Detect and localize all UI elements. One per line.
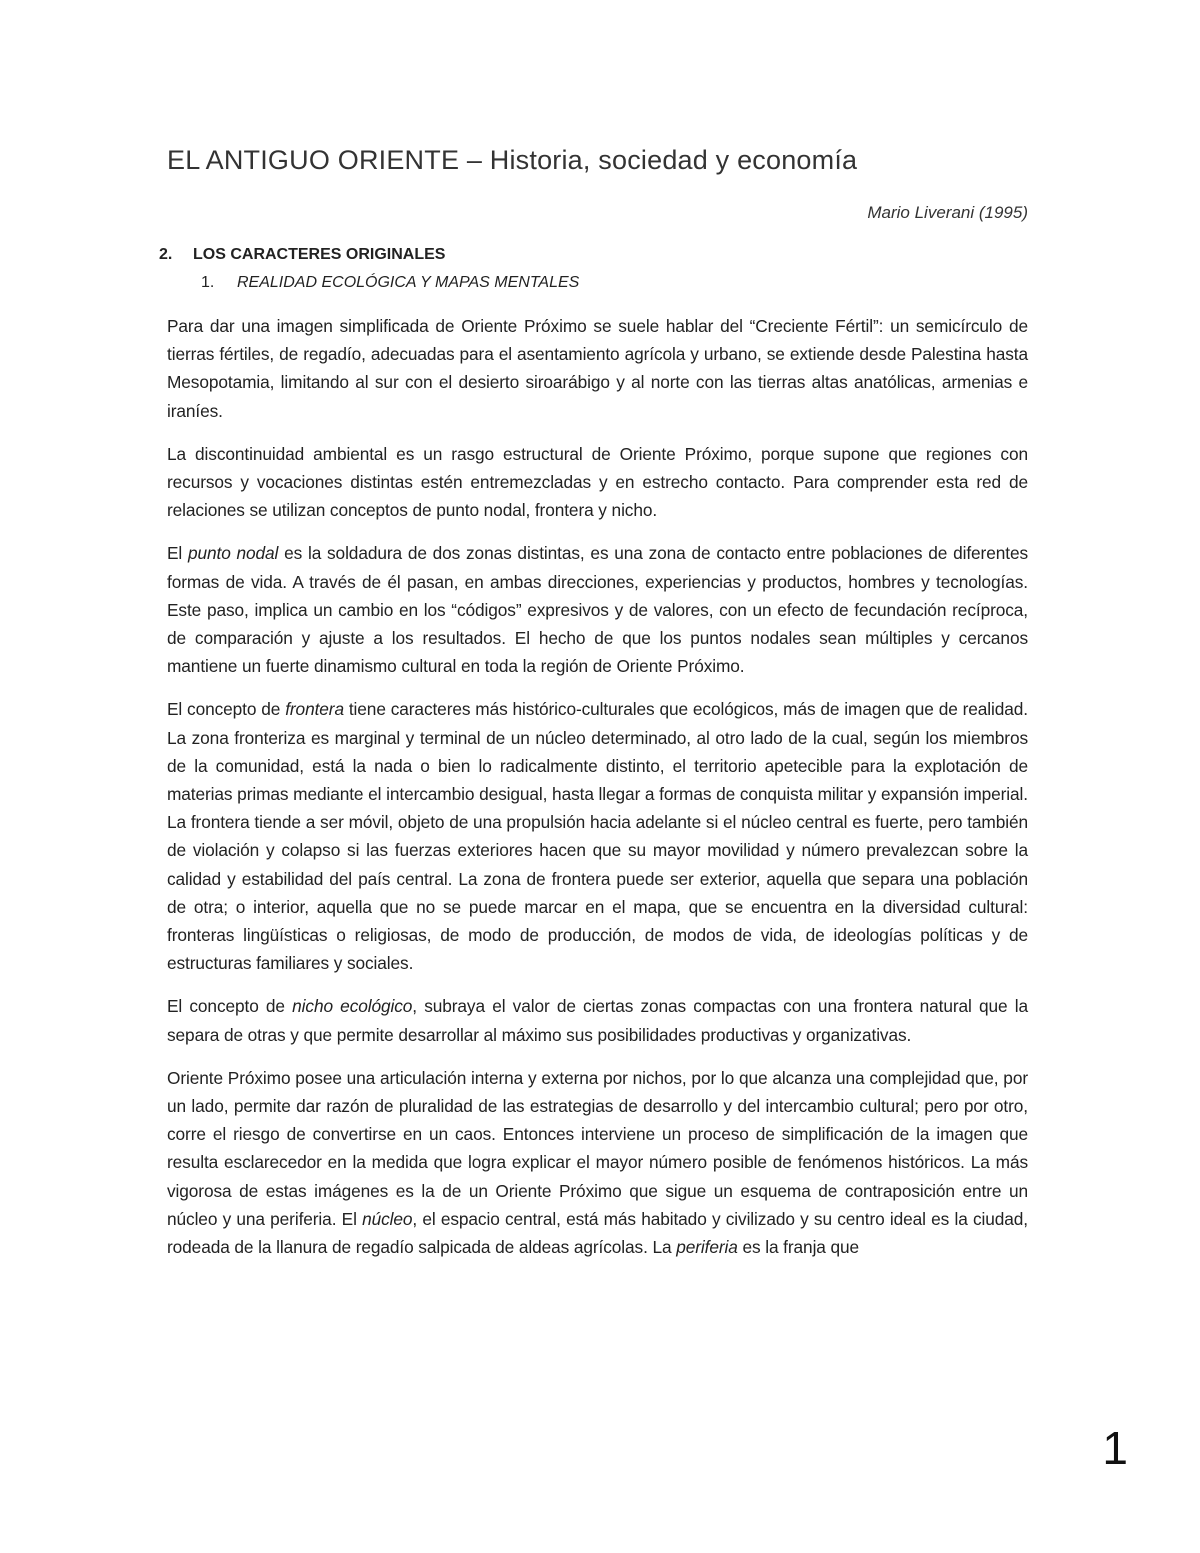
text-run: Oriente Próximo posee una articulación interna y externa por nichos, por lo que alcanza una complejidad que, por un lado, permite dar razón de pluralidad de las estrategias de desarrollo y del intercambio cultural; pero por otro, corre el riesgo de convertirse en un caos. Entonces interviene un proceso de simplificación de la imagen que resulta esclarecedor en la medida que logra explicar el mayor número posible de fenómenos históricos. La más vigorosa de estas imágenes es la de un Oriente Próximo que sigue un esquema de contraposición entre un núcleo y una periferia. El bbox=[167, 1067, 1028, 1229]
paragraph bbox=[167, 539, 1028, 680]
text-run: El concepto de bbox=[167, 996, 293, 1017]
text-run: La discontinuidad ambiental es un rasgo estructural de Oriente Próximo, porque supone que regiones con recursos y vocaciones distintas estén entremezcladas y en estrecho contacto. Para comprender esta red de relaciones se utilizan conceptos de punto nodal, frontera y nicho. bbox=[167, 443, 1028, 521]
paragraph bbox=[167, 440, 1028, 525]
section-number: 2. bbox=[159, 246, 173, 263]
paragraph bbox=[167, 992, 1028, 1048]
page-number: 1 bbox=[1102, 1422, 1128, 1474]
text-run: tiene caracteres más histórico-culturales que ecológicos, más de imagen que de realidad. La zona fronteriza es marginal y terminal de un núcleo determinado, al otro lado de la cual, según los miembros de la comunidad, está la nada o bien lo radicalmente distinto, el territorio apetecible para la explotación de materias primas mediante el intercambio desigual, hasta llegar a formas de conquista militar y expansión imperial. La frontera tiende a ser móvil, objeto de una propulsión hacia adelante si el núcleo central es fuerte, pero también de violación y colapso si las fuerzas exteriores hacen que su mayor movilidad y número prevalezcan sobre la calidad y estabilidad del país central. La zona de frontera puede ser exterior, aquella que separa una población de otra; o interior, aquella que no se puede marcar en el mapa, que se encuentra en la diversidad cultural: fronteras lingüísticas o religiosas, de modo de producción, de modos de vida, de ideologías políticas y de estructuras familiares y sociales. bbox=[167, 699, 1028, 974]
text-run: es la soldadura de dos zonas distintas, es una zona de contacto entre poblaciones de diferentes formas de vida. A través de él pasan, en ambas direcciones, experiencias y productos, hombres y tecnologías. Este paso, implica un cambio en los “códigos” expresivos y de valores, con un efecto de fecundación recíproca, de comparación y ajuste a los resultados. El hecho de que los puntos nodales sean múltiples y cercanos mantiene un fuerte dinamismo cultural en toda la región de Oriente Próximo. bbox=[167, 543, 1028, 677]
italic-term: nicho ecológico bbox=[292, 996, 413, 1017]
italic-term: núcleo bbox=[362, 1208, 413, 1229]
text-run: Para dar una imagen simplificada de Oriente Próximo se suele hablar del “Creciente Fértil”: un semicírculo de tierras fértiles, de regadío, adecuadas para el asentamiento agrícola y urbano, se extiende desde Palestina hasta Mesopotamia, limitando al sur con el desierto siroarábigo y al norte con las tierras altas anatólicas, armenias e iraníes. bbox=[167, 316, 1028, 421]
section-heading bbox=[159, 242, 1028, 268]
italic-term: punto nodal bbox=[187, 543, 279, 564]
italic-term: periferia bbox=[676, 1237, 738, 1258]
section-label: LOS CARACTERES ORIGINALES bbox=[193, 246, 446, 263]
paragraph bbox=[167, 1064, 1028, 1261]
text-run: El concepto de bbox=[167, 699, 286, 720]
body-text bbox=[167, 312, 1028, 1261]
subsection-label: REALIDAD ECOLÓGICA Y MAPAS MENTALES bbox=[237, 274, 580, 291]
subsection-heading bbox=[201, 270, 1028, 296]
text-run: El bbox=[167, 543, 188, 564]
document-title: EL ANTIGUO ORIENTE – Historia, sociedad y economía bbox=[167, 145, 858, 175]
paragraph bbox=[167, 695, 1028, 977]
author-line: Mario Liverani (1995) bbox=[867, 203, 1028, 222]
paragraph bbox=[167, 312, 1028, 425]
text-run: es la franja que bbox=[737, 1237, 860, 1258]
italic-term: frontera bbox=[285, 699, 344, 720]
text-run: , subraya el valor de ciertas zonas compactas con una frontera natural que la separa de otras y que permite desarrollar al máximo sus posibilidades productivas y organizativas. bbox=[167, 996, 1028, 1045]
page-content bbox=[159, 138, 1028, 1276]
subsection-number: 1. bbox=[201, 274, 215, 291]
text-run: , el espacio central, está más habitado y civilizado y su centro ideal es la ciudad, rodeada de la llanura de regadío salpicada de aldeas agrícolas. La bbox=[167, 1208, 1028, 1258]
